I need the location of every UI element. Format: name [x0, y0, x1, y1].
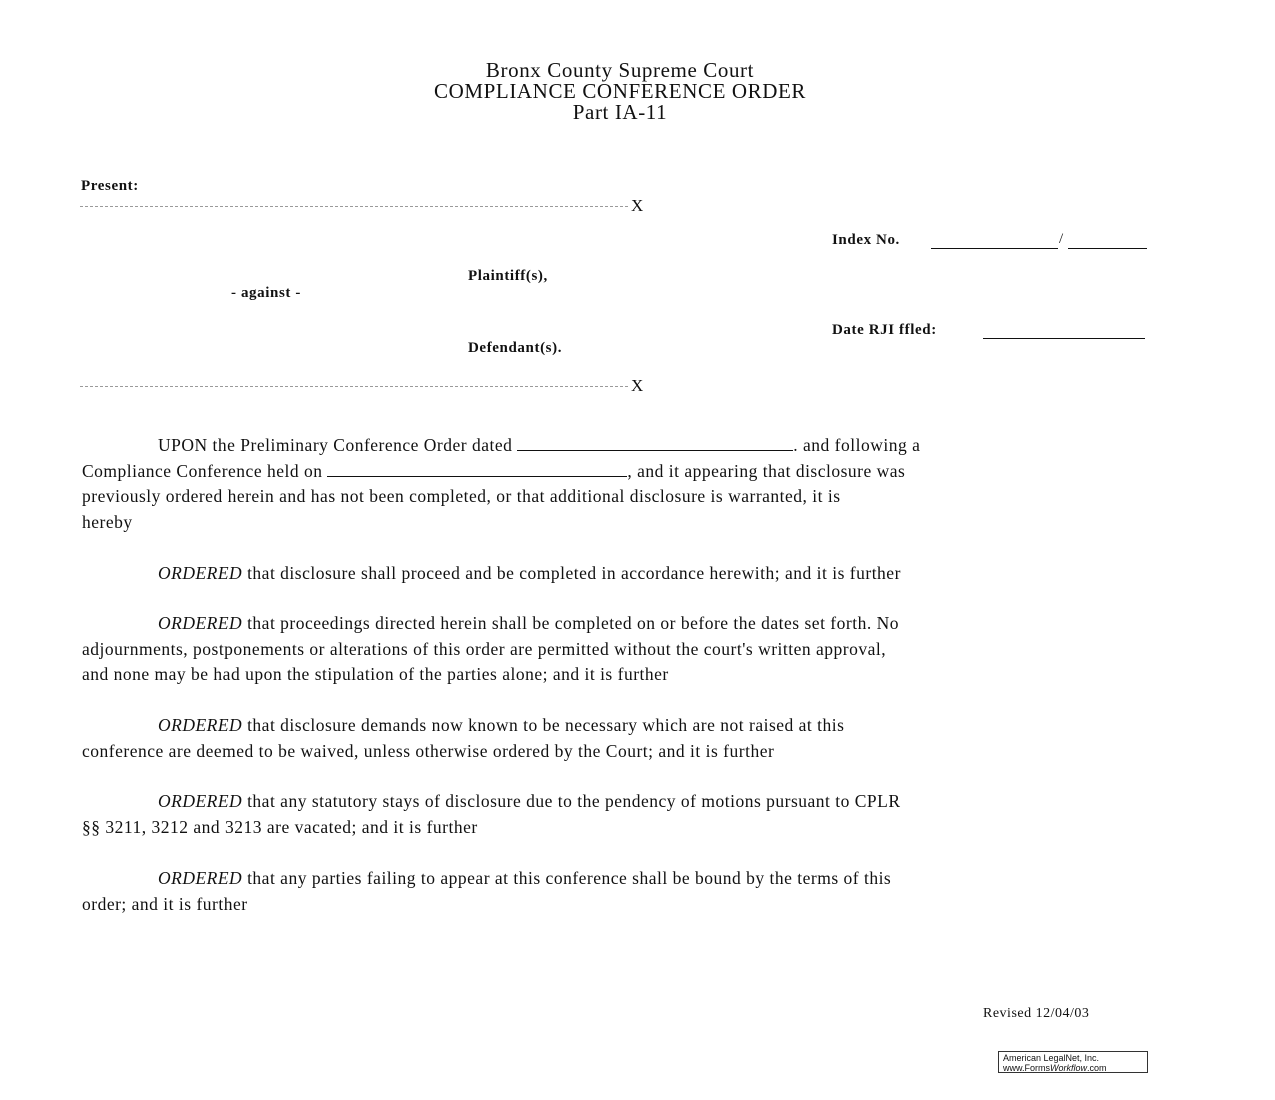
ordered-paragraph: ORDERED that disclosure demands now known to be necessary which are not raised at this conference are deemed to be waived, unless otherwise ordered by the Court; and it is further: [82, 715, 845, 761]
preamble-paragraph: UPON the Preliminary Conference Order dated . and following a Compliance Conference held on , and it appearing that disclosure was previously ordered herein and has not been completed, or that additional disclosure is warranted, it is hereby: [82, 435, 921, 532]
revised-date: Revised 12/04/03: [983, 1006, 1090, 1021]
date-rji-field[interactable]: [983, 322, 1145, 339]
pc-order-date-field[interactable]: [517, 434, 793, 451]
publisher-stamp: American LegalNet, Inc. www.FormsWorkflow.com: [998, 1051, 1148, 1073]
document-title: COMPLIANCE CONFERENCE ORDER: [433, 79, 807, 103]
ordered-paragraph: ORDERED that any parties failing to appear at this conference shall be bound by the terms of this order; and it is further: [82, 868, 892, 914]
index-number-field-2[interactable]: [1068, 232, 1147, 249]
against-label: - against -: [231, 285, 301, 301]
index-number-label: Index No.: [832, 232, 900, 248]
caption-bottom-x: X: [631, 376, 644, 395]
ordered-paragraph: ORDERED that any statutory stays of disclosure due to the pendency of motions pursuant to CPLR §§ 3211, 3212 and 3213 are vacated; and it is further: [82, 791, 901, 837]
defendant-label: Defendant(s).: [468, 340, 563, 356]
index-number-separator: /: [1059, 231, 1064, 247]
caption-top-rule: [80, 206, 628, 207]
present-label: Present:: [81, 178, 139, 194]
compliance-conference-date-field[interactable]: [327, 460, 627, 477]
court-name: Bronx County Supreme Court: [485, 58, 755, 82]
court-part: Part IA-11: [572, 100, 668, 124]
ordered-paragraph: ORDERED that disclosure shall proceed and be completed in accordance herewith; and it is further: [158, 563, 901, 583]
caption-bottom-rule: [80, 386, 628, 387]
ordered-paragraph: ORDERED that proceedings directed herein shall be completed on or before the dates set forth. No adjournments, postponements or alterations of this order are permitted without the court's written approval, and none may be had upon the stipulation of the parties alone; and it is further: [82, 613, 899, 684]
caption-top-x: X: [631, 196, 644, 215]
plaintiff-label: Plaintiff(s),: [468, 268, 548, 284]
date-rji-label: Date RJI ffled:: [832, 322, 937, 338]
index-number-field-1[interactable]: [931, 232, 1058, 249]
